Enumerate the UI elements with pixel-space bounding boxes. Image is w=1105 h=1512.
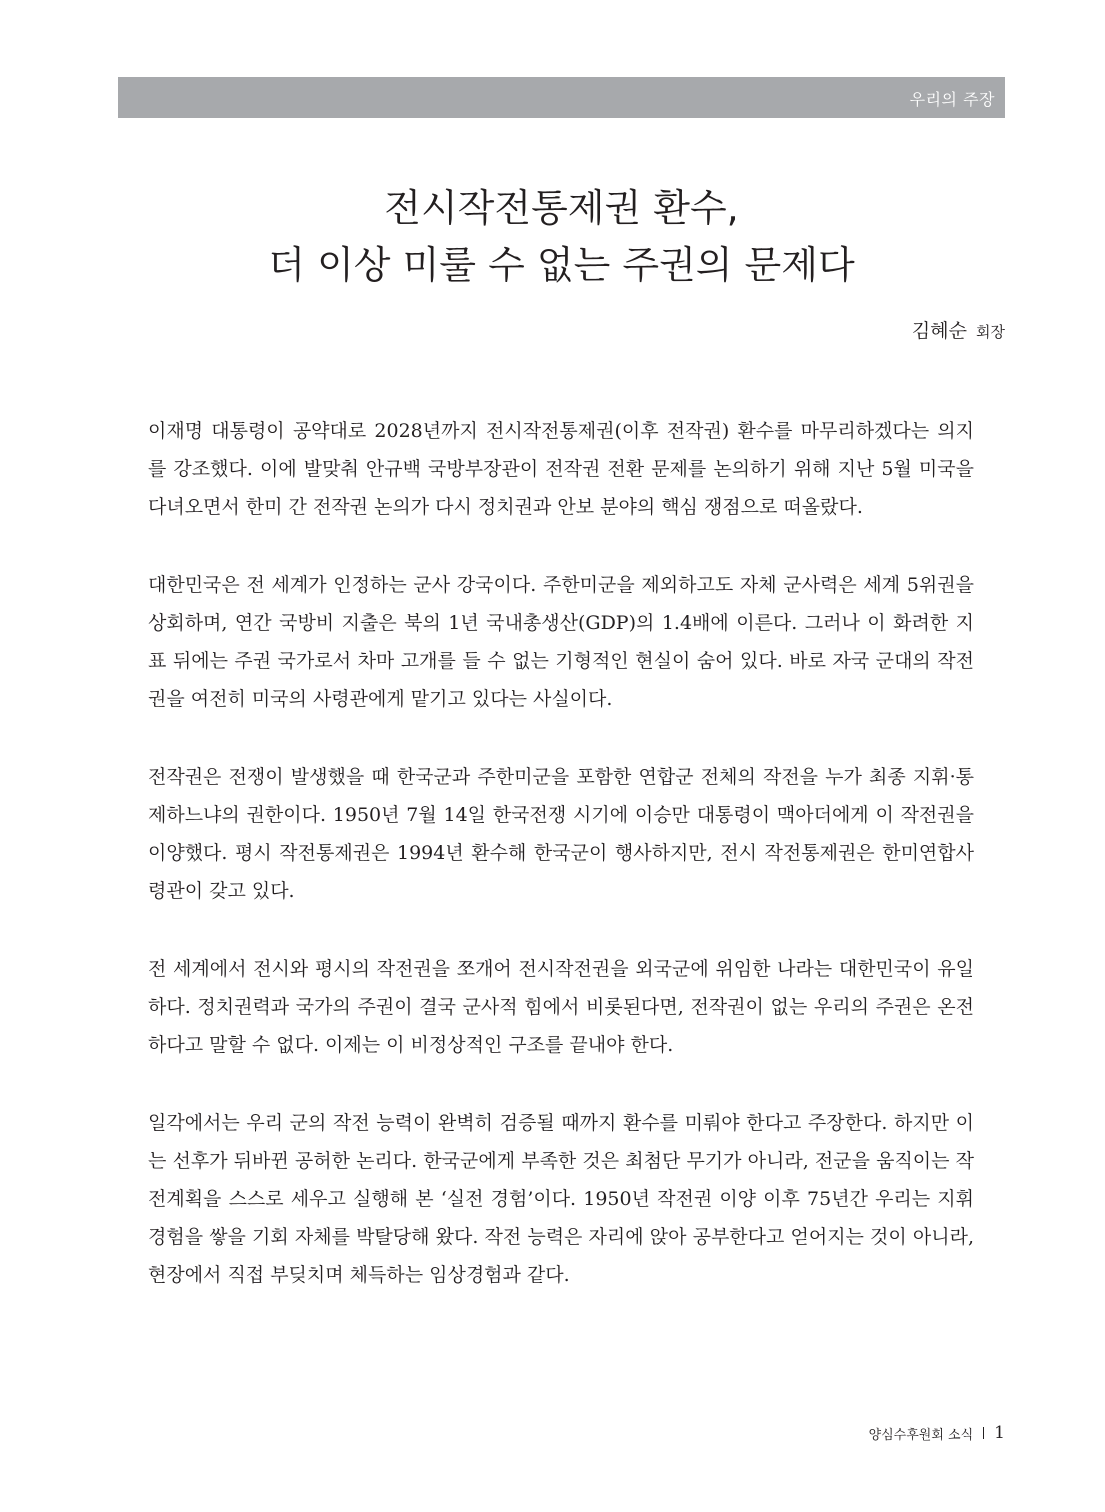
section-label: 우리의 주장: [909, 90, 995, 109]
article-title-line-2: 더 이상 미룰 수 없는 주권의 문제다: [268, 243, 855, 287]
paragraph: 일각에서는 우리 군의 작전 능력이 완벽히 검증될 때까지 환수를 미뤄야 한다고 주장한다. 하지만 이는 선후가 뒤바뀐 공허한 논리다. 한국군에게 부족한 것은 최첨단 무기가 아니라, 전군을 움직이는 작전계획을 스스로 세우고 실행해 본 ‘실전 경험’이다. 1950년 작전권 이양 이후 75년간 우리는 지휘 경험을 쌓을 기회 자체를 박탈당해 왔다. 작전 능력은 자리에 앉아 공부한다고 얻어지는 것이 아니라, 현장에서 직접 부딪치며 체득하는 임상경험과 같다.: [148, 1112, 974, 1286]
page-number: 1: [994, 1423, 1005, 1443]
paragraph: 전작권은 전쟁이 발생했을 때 한국군과 주한미군을 포함한 연합군 전체의 작전을 누가 최종 지휘·통제하느냐의 권한이다. 1950년 7월 14일 한국전쟁 시기에 이승만 대통령이 맥아더에게 이 작전권을 이양했다. 평시 작전통제권은 1994년 환수해 한국군이 행사하지만, 전시 작전통제권은 한미연합사령관이 갖고 있다.: [148, 766, 974, 902]
author-role: 회장: [976, 323, 1005, 341]
footer-divider: [983, 1427, 984, 1439]
publication-name: 양심수후원회 소식: [868, 1427, 974, 1443]
section-header-bar: [118, 77, 1005, 118]
paragraph: 대한민국은 전 세계가 인정하는 군사 강국이다. 주한미군을 제외하고도 자체 군사력은 세계 5위권을 상회하며, 연간 국방비 지출은 북의 1년 국내총생산(GDP)의 1.4배에 이른다. 그러나 이 화려한 지표 뒤에는 주권 국가로서 차마 고개를 들 수 없는 기형적인 현실이 숨어 있다. 바로 자국 군대의 작전권을 여전히 미국의 사령관에게 맡기고 있다는 사실이다.: [148, 574, 974, 710]
article-title: [118, 180, 1005, 294]
author-name: 김혜순: [911, 320, 967, 342]
article-body: [148, 412, 974, 1334]
author-byline: [912, 316, 1005, 343]
article-title-line-1: 전시작전통제권 환수,: [384, 186, 739, 230]
paragraph: 이재명 대통령이 공약대로 2028년까지 전시작전통제권(이후 전작권) 환수를 마무리하겠다는 의지를 강조했다. 이에 발맞춰 안규백 국방부장관이 전작권 전환 문제를 논의하기 위해 지난 5월 미국을 다녀오면서 한미 간 전작권 논의가 다시 정치권과 안보 분야의 핵심 쟁점으로 떠올랐다.: [148, 420, 974, 518]
paragraph: 전 세계에서 전시와 평시의 작전권을 쪼개어 전시작전권을 외국군에 위임한 나라는 대한민국이 유일하다. 정치권력과 국가의 주권이 결국 군사적 힘에서 비롯된다면, 전작권이 없는 우리의 주권은 온전하다고 말할 수 없다. 이제는 이 비정상적인 구조를 끝내야 한다.: [148, 958, 974, 1056]
page-footer: [869, 1423, 1005, 1443]
